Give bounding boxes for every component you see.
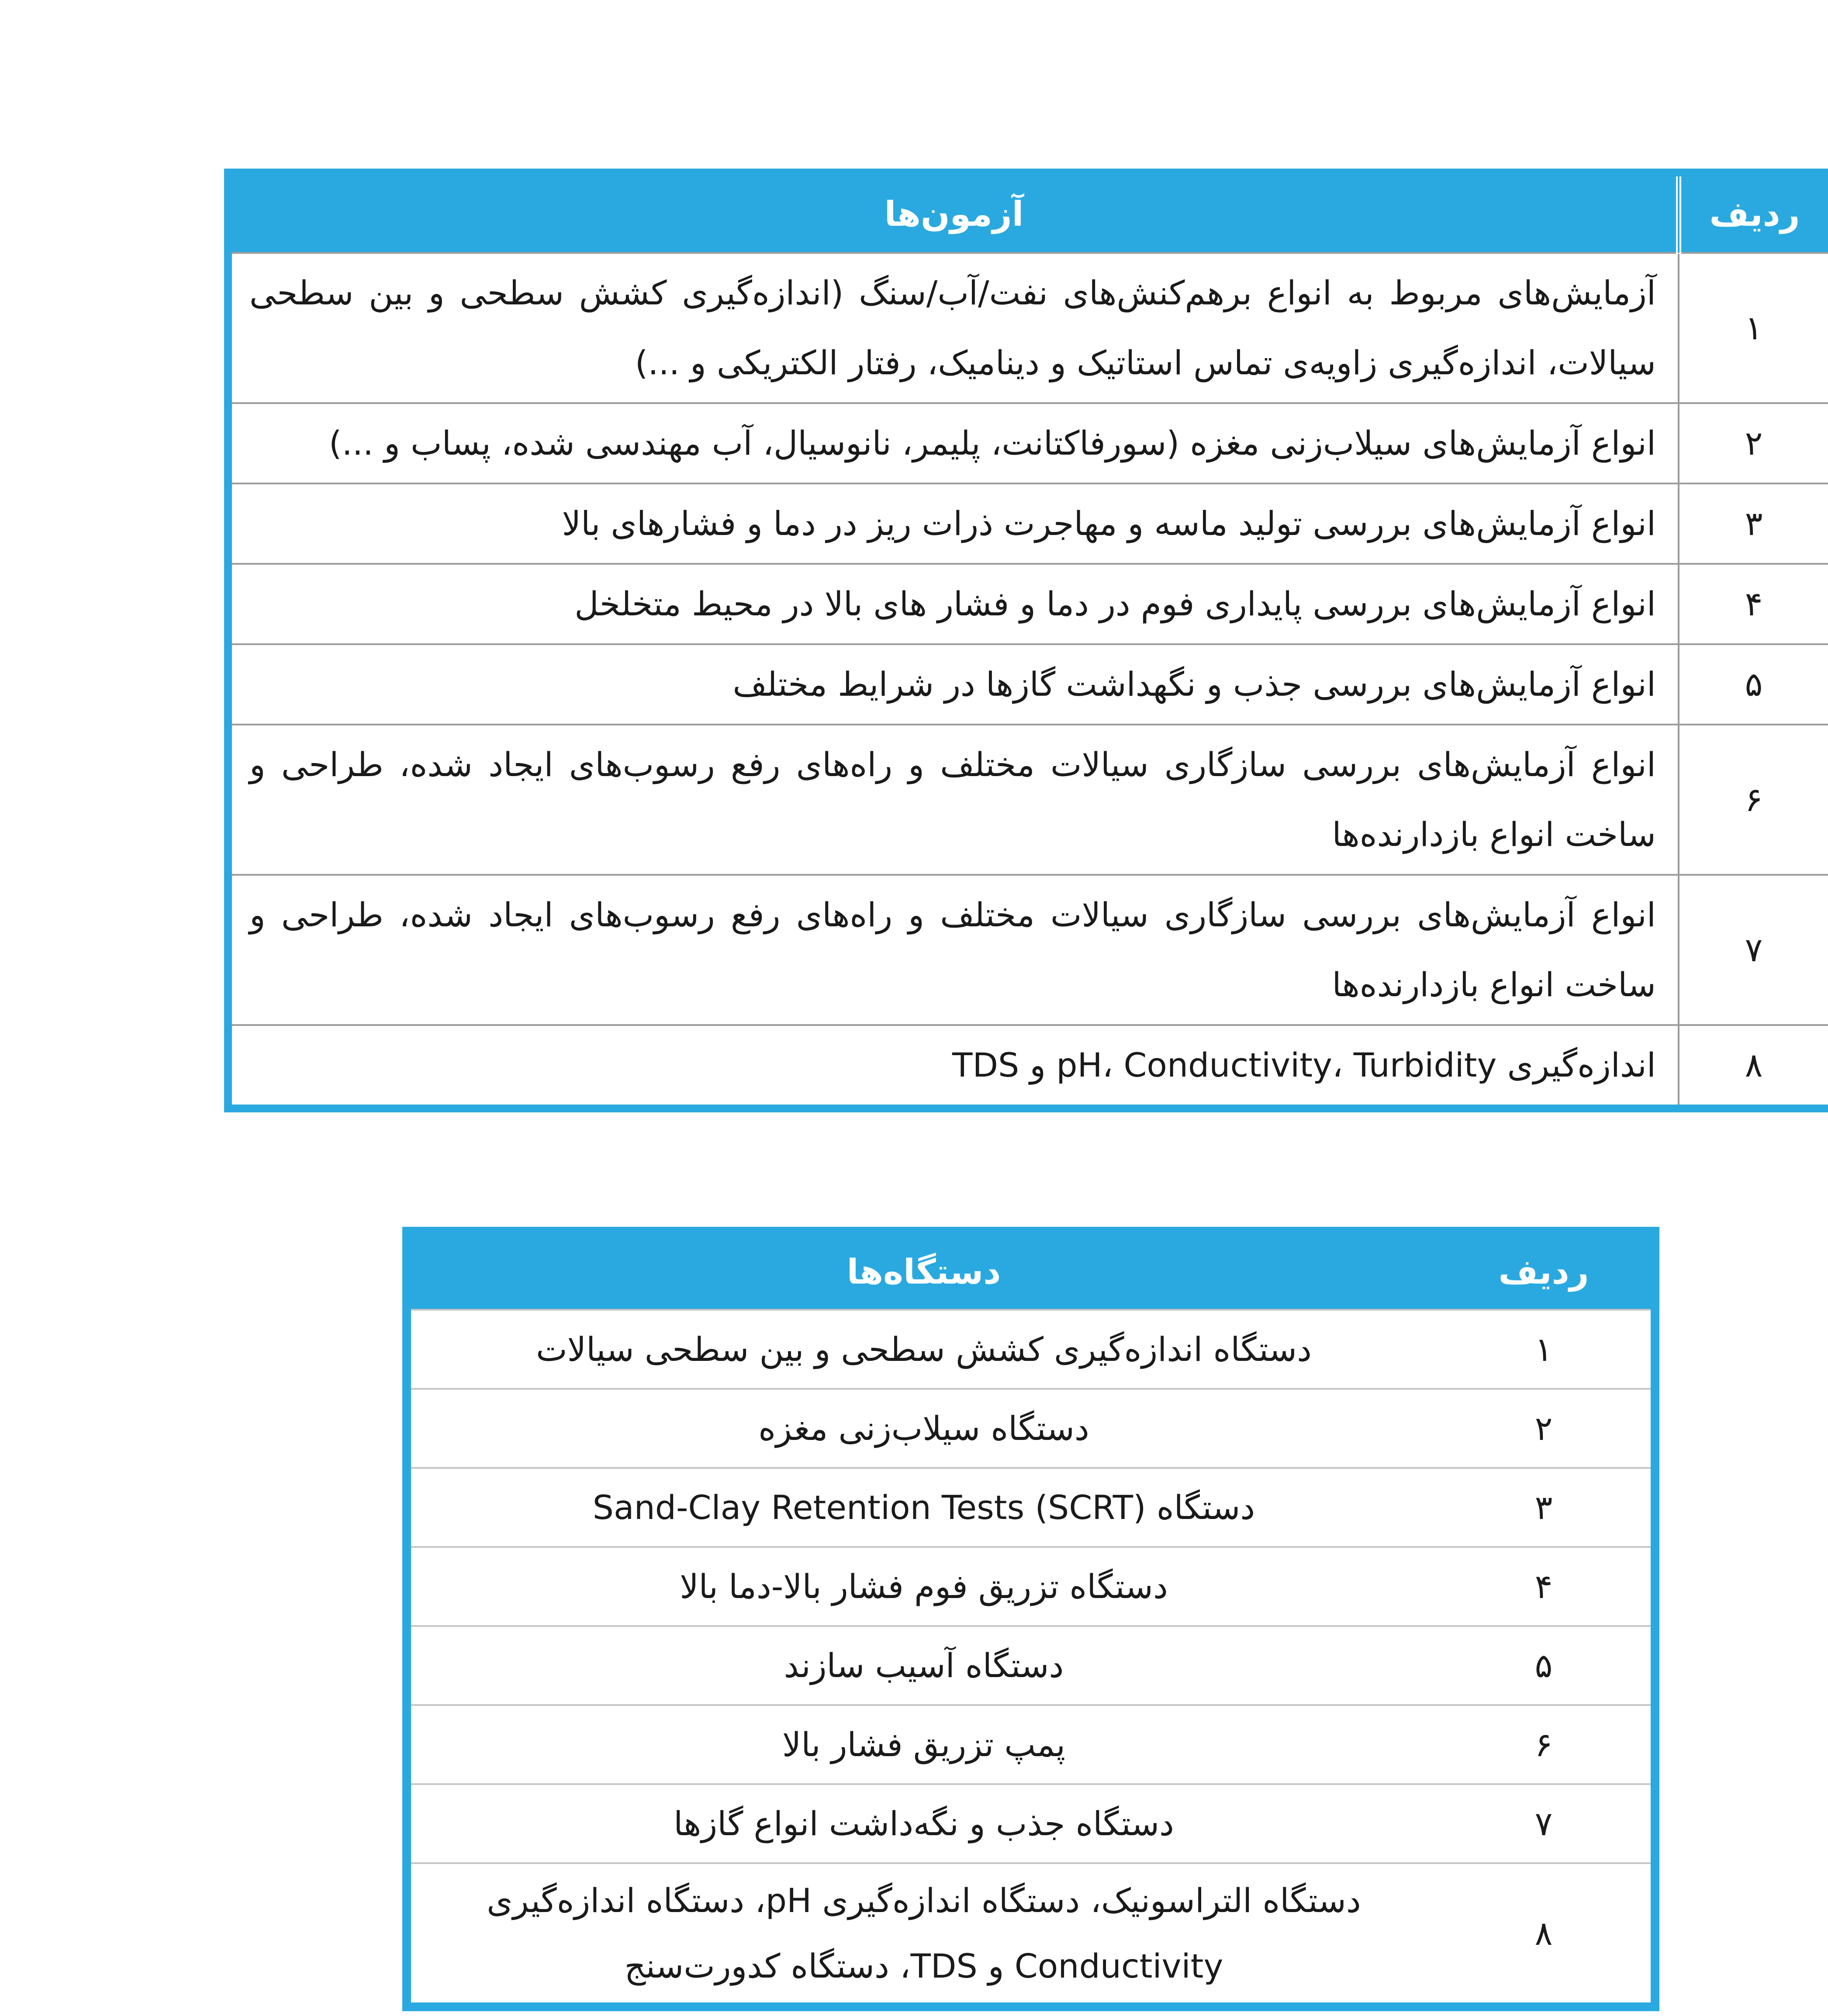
row-text: انواع آزمایش‌های بررسی تولید ماسه و مهاجرت ذرات ریز در دما و فشارهای بالا bbox=[228, 483, 1679, 564]
row-number: ۴ bbox=[1437, 1547, 1655, 1626]
table-row bbox=[228, 403, 1828, 483]
row-text: اندازه‌گیری pH، Conductivity، Turbidity و TDS bbox=[228, 1025, 1679, 1108]
row-number: ۱ bbox=[1679, 253, 1828, 403]
tests-header-row-number: ردیف bbox=[1679, 173, 1828, 253]
row-number: ۵ bbox=[1437, 1626, 1655, 1705]
row-text: آزمایش‌های مربوط به انواع برهم‌کنش‌های نفت/آب/سنگ (اندازه‌گیری کشش سطحی و بین سطحی سیالات، اندازه‌گیری زاویه‌ی تماس استاتیک و دینامیک، رفتار الکتریکی و ...) bbox=[228, 253, 1679, 403]
row-text: دستگاه جذب و نگه‌داشت انواع گازها bbox=[407, 1784, 1437, 1863]
row-text: دستگاه سیلاب‌زنی مغزه bbox=[407, 1389, 1437, 1468]
tests-table bbox=[224, 169, 1828, 1112]
row-number: ۵ bbox=[1679, 644, 1828, 725]
row-number: ۳ bbox=[1437, 1468, 1655, 1547]
table-row bbox=[407, 1468, 1655, 1547]
table-row bbox=[407, 1389, 1655, 1468]
table-row bbox=[407, 1626, 1655, 1705]
row-number: ۴ bbox=[1679, 564, 1828, 644]
devices-header-title: دستگاه‌ها bbox=[407, 1231, 1437, 1310]
table-row bbox=[407, 1547, 1655, 1626]
row-text: دستگاه تزریق فوم فشار بالا-دما بالا bbox=[407, 1547, 1437, 1626]
row-text: دستگاه Sand-Clay Retention Tests (SCRT) bbox=[407, 1468, 1437, 1547]
row-number: ۲ bbox=[1679, 403, 1828, 483]
table-row bbox=[228, 875, 1828, 1025]
row-number: ۸ bbox=[1437, 1863, 1655, 2007]
row-number: ۸ bbox=[1679, 1025, 1828, 1108]
table-row bbox=[228, 644, 1828, 725]
row-number: ۳ bbox=[1679, 483, 1828, 564]
table-row bbox=[228, 1025, 1828, 1108]
devices-header-row-number: ردیف bbox=[1437, 1231, 1655, 1310]
row-number: ۲ bbox=[1437, 1389, 1655, 1468]
table-row bbox=[407, 1784, 1655, 1863]
row-text: دستگاه آسیب سازند bbox=[407, 1626, 1437, 1705]
table-row bbox=[407, 1310, 1655, 1389]
row-number: ۷ bbox=[1679, 875, 1828, 1025]
row-number: ۶ bbox=[1679, 725, 1828, 875]
tests-header-title: آزمون‌ها bbox=[228, 173, 1679, 253]
table-row bbox=[228, 483, 1828, 564]
row-text: انواع آزمایش‌های بررسی جذب و نگهداشت گازها در شرایط مختلف bbox=[228, 644, 1679, 725]
row-text: دستگاه التراسونیک، دستگاه اندازه‌گیری pH، دستگاه اندازه‌گیری Conductivity و TDS، دستگاه کدورت‌سنج bbox=[407, 1863, 1437, 2007]
row-number: ۷ bbox=[1437, 1784, 1655, 1863]
row-text: انواع آزمایش‌های بررسی سازگاری سیالات مختلف و راه‌های رفع رسوب‌های ایجاد شده، طراحی و ساخت انواع بازدارنده‌ها bbox=[228, 875, 1679, 1025]
table-row bbox=[407, 1863, 1655, 2007]
row-text: دستگاه اندازه‌گیری کشش سطحی و بین سطحی سیالات bbox=[407, 1310, 1437, 1389]
table-row bbox=[228, 253, 1828, 403]
table-row bbox=[228, 564, 1828, 644]
table-row bbox=[228, 725, 1828, 875]
row-text: انواع آزمایش‌های بررسی پایداری فوم در دما و فشار های بالا در محیط متخلخل bbox=[228, 564, 1679, 644]
row-text: انواع آزمایش‌های سیلاب‌زنی مغزه (سورفاکتانت، پلیمر، نانوسیال، آب مهندسی شده، پساب و ...) bbox=[228, 403, 1679, 483]
tests-table-header bbox=[228, 173, 1828, 253]
devices-table bbox=[402, 1227, 1659, 2011]
row-text: پمپ تزریق فشار بالا bbox=[407, 1705, 1437, 1784]
table-row bbox=[407, 1705, 1655, 1784]
row-text: انواع آزمایش‌های بررسی سازگاری سیالات مختلف و راه‌های رفع رسوب‌های ایجاد شده، طراحی و ساخت انواع بازدارنده‌ها bbox=[228, 725, 1679, 875]
row-number: ۱ bbox=[1437, 1310, 1655, 1389]
devices-table-header bbox=[407, 1231, 1655, 1310]
row-number: ۶ bbox=[1437, 1705, 1655, 1784]
